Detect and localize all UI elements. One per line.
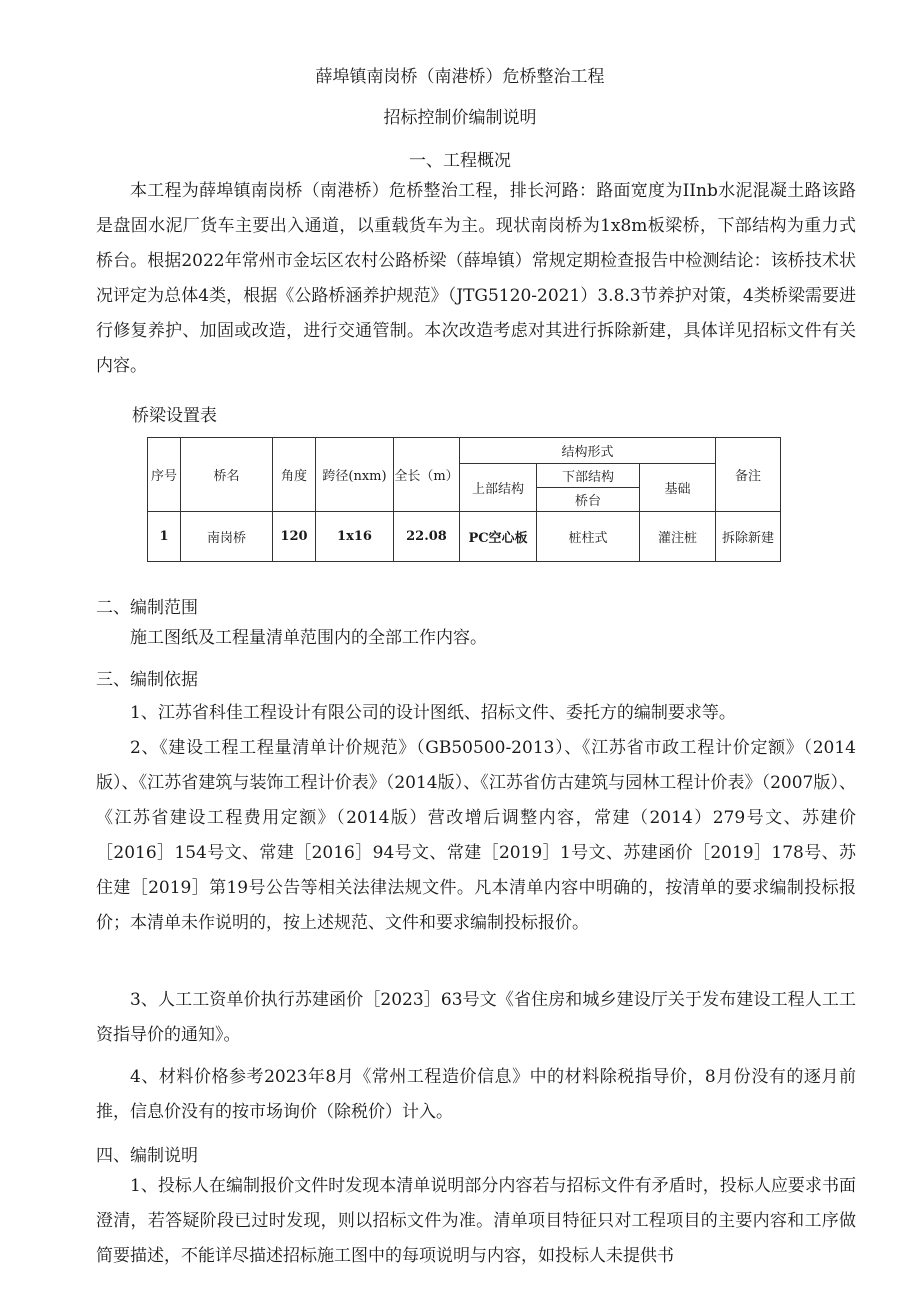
project-title: 薛埠镇南岗桥（南港桥）危桥整治工程 xyxy=(315,67,605,87)
section-4-heading: 四、编制说明 xyxy=(96,1146,198,1166)
cell-length: 22.08 xyxy=(394,512,460,562)
notes-item-1: 1、投标人在编制报价文件时发现本清单说明部分内容若与招标文件有矛盾时，投标人应要求书面澄清，若答疑阶段已过时发现，则以招标文件为准。清单项目特征只对工程项目的主要内容和工序做简要描述，不能详尽描述招标施工图中的每项说明与内容，如投标人未提供书 xyxy=(96,1176,856,1266)
section-1-paragraph: 本工程为薛埠镇南岗桥（南港桥）危桥整治工程，排长河路：路面宽度为IInb水泥混凝土路该路是盘固水泥厂货车主要出入通道，以重载货车为主。现状南岗桥为1x8m板梁桥，下部结构为重力式桥台。根据2022年常州市金坛区农村公路桥梁（薛埠镇）常规定期检查报告中检测结论：该桥技术状况评定为总体4类，根据《公路桥涵养护规范》（JTG5120-2021）3.8.3节养护对策，4类桥梁需要进行修复养护、加固或改造，进行交通管制。本次改造考虑对其进行拆除新建，具体详见招标文件有关内容。 xyxy=(96,181,856,376)
cell-abutment: 桩柱式 xyxy=(537,512,640,562)
header-structure: 结构形式 xyxy=(460,438,716,464)
header-name: 桥名 xyxy=(181,438,273,512)
section-1-heading: 一、工程概况 xyxy=(409,151,511,171)
header-angle: 角度 xyxy=(273,438,316,512)
section-3-heading: 三、编制依据 xyxy=(96,670,198,690)
header-superstructure: 上部结构 xyxy=(460,464,537,512)
header-length: 全长（m） xyxy=(394,438,460,512)
section-2-paragraph: 施工图纸及工程量清单范围内的全部工作内容。 xyxy=(130,628,487,648)
cell-span: 1x16 xyxy=(316,512,394,562)
header-substructure: 下部结构 xyxy=(537,464,640,488)
header-foundation: 基础 xyxy=(640,464,716,512)
basis-item-3: 3、人工工资单价执行苏建函价［2023］63号文《省住房和城乡建设厅关于发布建设工程人工工资指导价的通知》。 xyxy=(96,990,856,1045)
section-2-heading: 二、编制范围 xyxy=(96,598,198,618)
document-title: 招标控制价编制说明 xyxy=(383,108,537,128)
basis-item-1: 1、江苏省科佳工程设计有限公司的设计图纸、招标文件、委托方的编制要求等。 xyxy=(130,703,736,723)
cell-remark: 拆除新建 xyxy=(716,512,781,562)
bridge-table xyxy=(147,437,781,562)
basis-item-4: 4、材料价格参考2023年8月《常州工程造价信息》中的材料除税指导价，8月份没有的逐月前推，信息价没有的按市场询价（除税价）计入。 xyxy=(96,1067,856,1122)
header-span: 跨径(nxm) xyxy=(316,438,394,512)
cell-foundation: 灌注桩 xyxy=(640,512,716,562)
cell-name: 南岗桥 xyxy=(181,512,273,562)
basis-item-2: 2、《建设工程工程量清单计价规范》（GB50500-2013）、《江苏省市政工程计价定额》（2014版）、《江苏省建筑与装饰工程计价表》（2014版）、《江苏省仿古建筑与园林工程计价表》（2007版）、《江苏省建设工程费用定额》（2014版）营改增后调整内容，常建（2014）279号文、苏建价［2016］154号文、常建［2016］94号文、常建［2019］1号文、苏建函价［2019］178号、苏住建［2019］第19号公告等相关法律法规文件。凡本清单内容中明确的，按清单的要求编制投标报价；本清单未作说明的，按上述规范、文件和要求编制投标报价。 xyxy=(96,738,856,933)
cell-superstructure: PC空心板 xyxy=(460,512,537,562)
header-abutment: 桥台 xyxy=(537,488,640,512)
cell-angle: 120 xyxy=(273,512,316,562)
header-remark: 备注 xyxy=(716,438,781,512)
header-index: 序号 xyxy=(148,438,181,512)
cell-index: 1 xyxy=(148,512,181,562)
table-caption: 桥梁设置表 xyxy=(132,406,217,426)
